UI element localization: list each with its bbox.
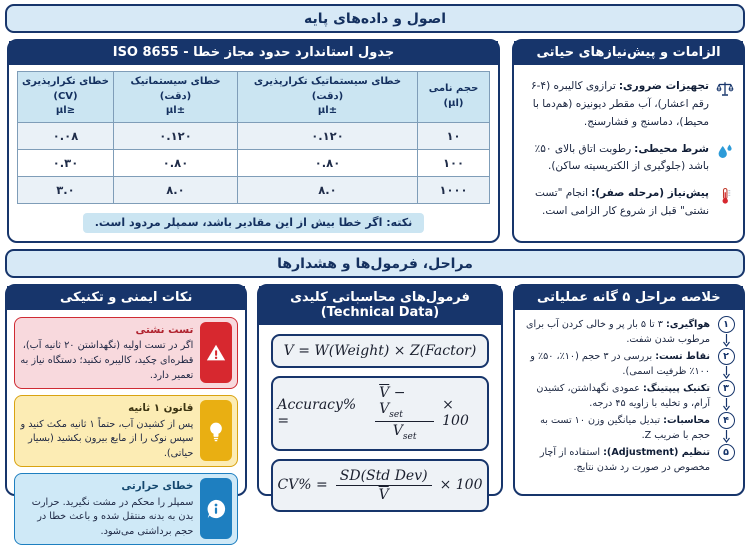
alert-heading: قانون ۱ ثانیه [128, 402, 194, 415]
down-arrow-icon [722, 398, 731, 411]
step-item [522, 412, 736, 444]
step-text: محاسبات:تبدیل میانگین وزن ۱۰ تست به حجم با ضریب Z. [540, 415, 710, 441]
requirement-item [522, 141, 735, 177]
requirement-item [522, 78, 735, 132]
bulb-icon [200, 400, 232, 461]
step-number-badge: ۲ [718, 348, 735, 365]
down-arrow-icon [722, 334, 731, 347]
steps-box [513, 284, 745, 496]
cell-sys: ۸.۰ [114, 176, 238, 203]
steps-body [515, 310, 743, 494]
requirement-item [522, 185, 735, 221]
step-text: تکنیک پیپتینگ:عمودی نگهداشتن، کشیدن آرام، و تخلیه با زاویه ۴۵ درجه. [536, 383, 710, 409]
requirements-body [514, 65, 743, 241]
error-table-box [7, 39, 500, 243]
table-note [83, 213, 425, 233]
col-systematic-error: خطای سیستماتیک (دقت) ±µl [114, 72, 238, 123]
cell-volume: ۱۰۰۰ [418, 176, 490, 203]
error-limits-table [17, 71, 490, 204]
top-row [5, 39, 745, 243]
requirements-box [512, 39, 745, 243]
alert-text: تست نشتی اگر در تست اولیه (نگهداشتن ۲۰ ثانیه آب)، قطره‌ای چکید، کالیبره نکنید؛ دستگاه نیاز به تعمیر دارد. [20, 324, 194, 381]
formula-cv: CV% = $\frac{\text{SD(Std Dev)}}{V}$ × 100 [271, 459, 488, 512]
formulas-box [257, 284, 502, 503]
formula-volume-text: V = W(Weight) × Z(Factor) [283, 343, 477, 359]
down-arrow-icon [722, 366, 731, 379]
step-number-badge: ۳ [718, 380, 735, 397]
cell-sys: ۰.۸۰ [114, 149, 238, 176]
step-text: نقاط تست:بررسی در ۳ حجم (۱۰٪، ۵۰٪ و ۱۰۰٪ ظرفیت اسمی). [530, 351, 710, 377]
cell-volume: ۱۰۰ [418, 149, 490, 176]
requirement-lead: شرط محیطی: [634, 142, 709, 155]
formulas-body [259, 325, 500, 521]
down-arrow-icon [722, 430, 731, 443]
col-cv-error: خطای تکرارپذیری (CV) ≤µl [18, 72, 114, 123]
steps-title: خلاصه مراحل ۵ گانه عملیاتی [515, 286, 743, 310]
fraction: $\frac{\text{SD(Std Dev)}}{V}$ [336, 468, 432, 503]
safety-title: نکات ایمنی و تکنیکی [7, 286, 245, 310]
alert-text: قانون ۱ ثانیه پس از کشیدن آب، حتماً ۱ ثانیه مکث کنید و سپس نوک را از مایع بیرون بکشید (بسیار حیاتی). [20, 402, 194, 459]
requirement-text [522, 141, 709, 177]
error-table-title: جدول استاندارد حدود مجاز خطا - ISO 8655 [9, 41, 498, 65]
note-lead: نکته: [386, 215, 413, 229]
scale-icon [715, 78, 735, 102]
safety-box [5, 284, 247, 537]
fraction: $\frac{\overline{V} - V_{set}}{V_{set}}$ [375, 385, 434, 442]
cell-sys-rep: ۰.۱۲۰ [238, 122, 418, 149]
table-row [18, 149, 490, 176]
step-number-badge: ۱ [718, 316, 735, 333]
thermometer-icon [715, 185, 735, 209]
table-header-row [18, 72, 490, 123]
table-row [18, 176, 490, 203]
requirement-detail: ترازوی کالیبره (۴-۶ رقم اعشار)، آب مقطر دیونیزه (هم‌دما با محیط)، دماسنج و فشارسنج. [530, 80, 709, 128]
requirement-text [522, 185, 709, 221]
col-nominal-volume: حجم نامی (µl) [418, 72, 490, 123]
section-title: مراحل، فرمول‌ها و هشدارها [277, 255, 473, 272]
alert-text: خطای حرارتی سمپلر را محکم در مشت نگیرید. حرارت بدن به بدنه منتقل شده و باعث خطا در حجم برداشتی می‌شود. [20, 478, 193, 539]
cell-sys-rep: ۸.۰ [238, 176, 418, 203]
step-text: تنظیم (Adjustment):استفاده از آچار مخصوص در صورت رد شدن نتایج. [539, 447, 710, 473]
step-item [522, 380, 736, 412]
water-drops-icon [715, 141, 735, 165]
formula-accuracy: Accuracy% = $\frac{\overline{V} - V_{set}}{V_{set}}$ × 100 [271, 376, 488, 451]
table-note-wrap [17, 211, 490, 233]
requirement-text [522, 78, 709, 132]
cell-cv: ۳.۰ [18, 176, 114, 203]
cell-sys: ۰.۱۲۰ [114, 122, 238, 149]
leak-test-alert [14, 317, 238, 389]
formulas-title: فرمول‌های محاسباتی کلیدی (Technical Data) [259, 286, 500, 325]
col-systematic-repeat-error: خطای سیستماتیک تکرارپذیری (دقت) ±µl [238, 72, 418, 123]
note-text: اگر خطا بیش از این مقادیر باشد، سمپلر مردود است. [94, 215, 383, 229]
step-text: هواگیری:۳ تا ۵ بار پر و خالی کردن آب برای مرطوب شدن شفت. [525, 319, 710, 345]
main-title: اصول و داده‌های پایه [303, 10, 447, 27]
step-number-badge: ۴ [718, 412, 735, 429]
step-item [522, 444, 736, 476]
safety-body [7, 310, 245, 552]
table-row [18, 122, 490, 149]
alert-heading: تست نشتی [135, 324, 194, 336]
cell-volume: ۱۰ [418, 122, 490, 149]
bottom-row [5, 284, 745, 537]
step-item [522, 316, 736, 348]
info-icon [200, 478, 232, 539]
requirement-lead: پیش‌نیاز (مرحله صفر): [591, 187, 709, 200]
section-title-banner [5, 249, 745, 278]
cell-cv: ۰.۰۸ [18, 122, 114, 149]
warning-icon [200, 322, 232, 383]
requirement-lead: تجهیزات ضروری: [618, 80, 709, 92]
step-item [522, 348, 736, 380]
one-second-rule-alert [14, 395, 238, 467]
thermal-error-alert [14, 473, 238, 545]
formula-volume [271, 334, 488, 368]
cell-sys-rep: ۰.۸۰ [238, 149, 418, 176]
main-title-banner [5, 4, 745, 33]
error-table-body [9, 65, 498, 241]
alert-heading: خطای حرارتی [121, 480, 194, 493]
requirement-detail: رطوبت اتاق بالای ۵۰٪ باشد (جلوگیری از الکتریسیته ساکن). [534, 142, 709, 173]
requirement-detail: انجام "تست نشتی" قبل از شروع کار الزامی است. [535, 187, 709, 218]
requirements-title: الزامات و پیش‌نیازهای حیاتی [514, 41, 743, 65]
step-number-badge: ۵ [718, 444, 735, 461]
cell-cv: ۰.۳۰ [18, 149, 114, 176]
